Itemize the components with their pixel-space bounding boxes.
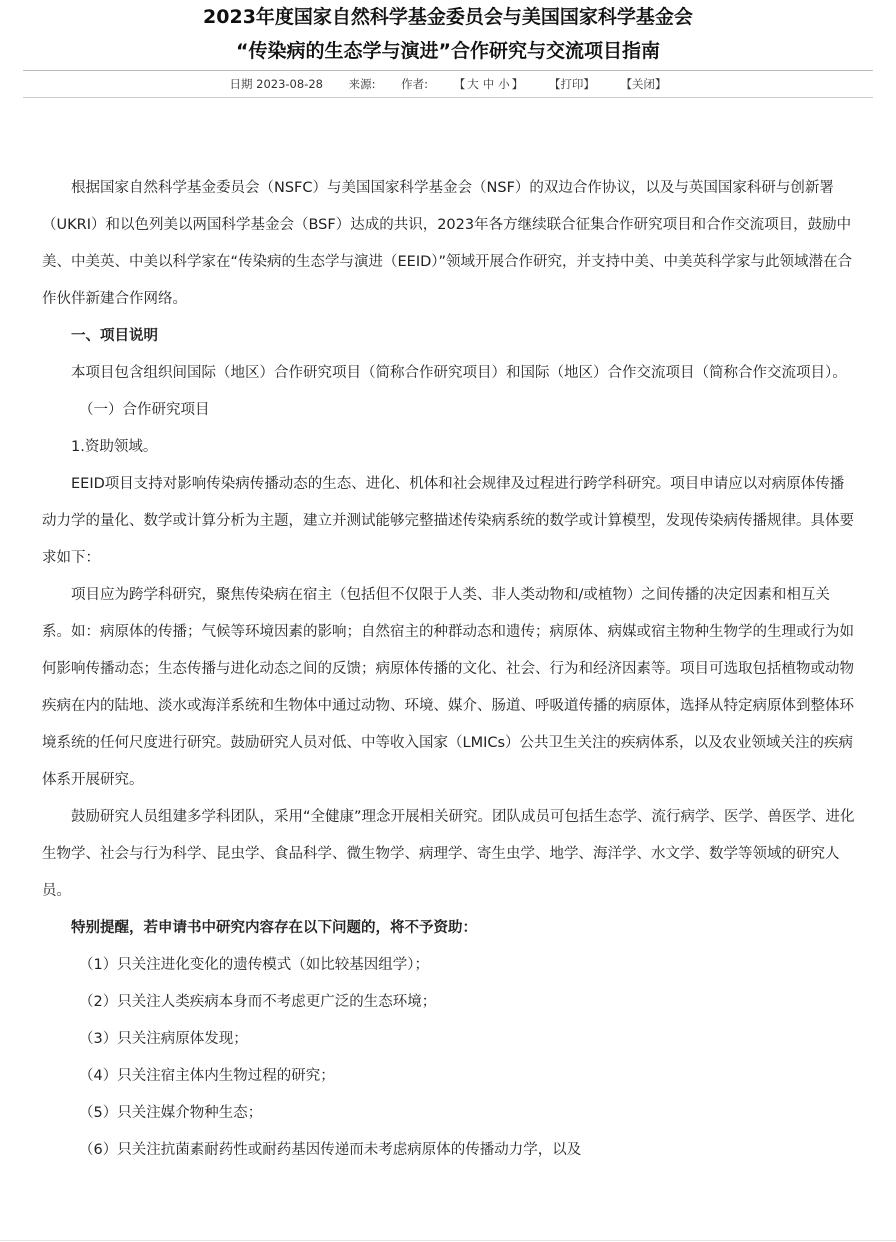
team-paragraph: 鼓励研究人员组建多学科团队，采用“全健康”理念开展相关研究。团队成员可包括生态学、流行病学、医学、兽医学、进化生物学、社会与行为科学、昆虫学、食品科学、微生物学、病理学、寄生虫学、地学、海洋学、水文学、数学等领域的研究人员。 [42, 809, 855, 899]
article-meta-bar [23, 70, 873, 98]
font-size-bracket-close: 】 [511, 77, 524, 91]
font-size-small-link[interactable]: 小 [498, 77, 510, 91]
focus-paragraph: 项目应为跨学科研究，聚焦传染病在宿主（包括但不仅限于人类、非人类动物和/或植物）之间传播的决定因素和相互关系。如：病原体的传播；气候等环境因素的影响；自然宿主的种群动态和遗传；病原体、病媒或宿主物种生物学的生理或行为如何影响传播动态；生态传播与进化动态之间的反馈；病原体传播的文化、社会、行为和经济因素等。项目可选取包括植物或动物疾病在内的陆地、淡水或海洋系统和生物体中通过动物、环境、媒介、肠道、呼吸道传播的病原体，选择从特定病原体到整体环境系统的任何尺度进行研究。鼓励研究人员对低、中等收入国家（LMICs）公共卫生关注的疾病体系，以及农业领域关注的疾病体系开展研究。 [42, 587, 854, 788]
section1-heading: 一、项目说明 [71, 328, 158, 344]
article-body [42, 170, 857, 1169]
section1-paragraph: 本项目包含组织间国际（地区）合作研究项目（简称合作研究项目）和国际（地区）合作交流项目（简称合作交流项目）。 [71, 365, 847, 381]
bottom-divider [0, 1240, 896, 1241]
exclusion-item: （1）只关注进化变化的遗传模式（如比较基因组学）； [79, 957, 429, 973]
exclusion-item: （6）只关注抗菌素耐药性或耐药基因传递而未考虑病原体的传播动力学，以及 [79, 1142, 582, 1158]
exclusion-item: （2）只关注人类疾病本身而不考虑更广泛的生态环境； [79, 994, 437, 1010]
item1-heading: 1.资助领域。 [71, 439, 158, 455]
warning-heading: 特别提醒，若申请书中研究内容存在以下问题的，将不予资助： [71, 920, 477, 936]
close-link[interactable]: 【关闭】 [620, 77, 667, 91]
eeid-paragraph: EEID项目支持对影响传染病传播动态的生态、进化、机体和社会规律及过程进行跨学科研究。项目申请应以对病原体传播动力学的量化、数学或计算分析为主题，建立并测试能够完整描述传染病系统的数学或计算模型，发现传染病传播规律。具体要求如下： [42, 476, 854, 566]
source-label: 来源: [348, 77, 376, 91]
page-title-line2: “传染病的生态学与演进”合作研究与交流项目指南 [236, 40, 660, 62]
subsection1-heading: （一）合作研究项目 [79, 402, 210, 418]
font-size-switcher [454, 71, 524, 97]
font-size-medium-link[interactable]: 中 [482, 77, 495, 91]
publish-date: 日期 2023-08-28 [229, 77, 323, 91]
exclusion-item: （5）只关注媒介物种生态； [79, 1105, 263, 1121]
print-link[interactable]: 【打印】 [548, 77, 595, 91]
intro-paragraph: 根据国家自然科学基金委员会（NSFC）与美国国家科学基金会（NSF）的双边合作协议，以及与英国国家科研与创新署（UKRI）和以色列美以两国科学基金会（BSF）达成的共识，2023年各方继续联合征集合作研究项目和合作交流项目，鼓励中美、中美英、中美以科学家在“传染病的生态学与演进（EEID）”领域开展合作研究，并支持中美、中美英科学家与此领域潜在合作伙伴新建合作网络。 [42, 180, 853, 307]
page-title-line1: 2023年度国家自然科学基金委员会与美国国家科学基金会 [203, 6, 693, 28]
exclusion-item: （3）只关注病原体发现； [79, 1031, 248, 1047]
exclusion-item: （4）只关注宿主体内生物过程的研究； [79, 1068, 335, 1084]
font-size-bracket-open: 【 [453, 77, 466, 91]
font-size-large-link[interactable]: 大 [467, 77, 479, 91]
author-label: 作者: [401, 77, 429, 91]
